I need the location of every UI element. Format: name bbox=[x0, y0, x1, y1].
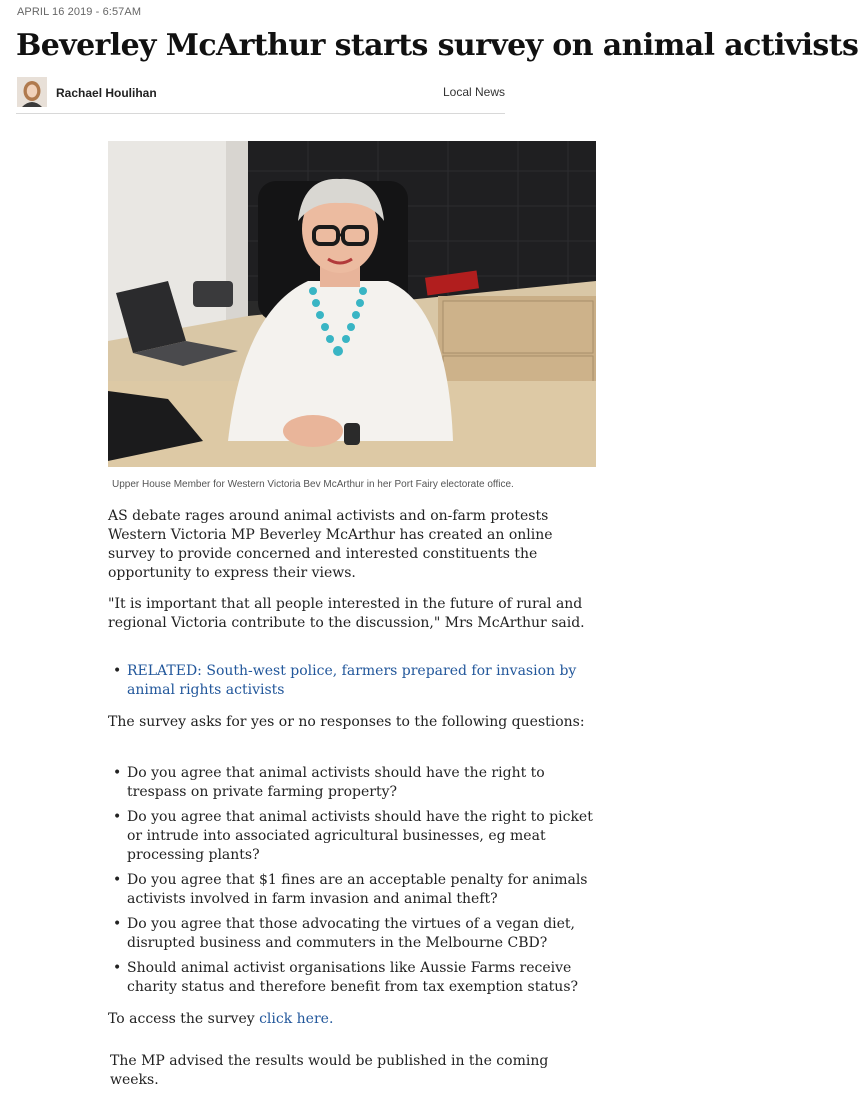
category-link[interactable]: Local News bbox=[442, 85, 505, 99]
author-avatar-image bbox=[17, 77, 47, 107]
author-avatar[interactable] bbox=[17, 77, 47, 107]
article-paragraph-4 bbox=[108, 1010, 596, 1029]
related-list bbox=[108, 662, 596, 706]
related-item bbox=[108, 662, 596, 700]
access-survey-text: To access the survey bbox=[108, 1011, 260, 1027]
article-paragraph-3: The survey asks for yes or no responses to the following questions: bbox=[108, 714, 585, 730]
survey-question: • Should animal activist organisations like Aussie Farms receive charity status and therefore benefit from tax exemption status? bbox=[108, 959, 596, 997]
photo-caption: Upper House Member for Western Victoria Bev McArthur in her Port Fairy electorate office. bbox=[112, 479, 514, 490]
article-dateline: APRIL 16 2019 - 6:57AM bbox=[17, 6, 142, 18]
article-photo bbox=[108, 141, 596, 467]
survey-questions-list bbox=[108, 764, 596, 1003]
article-paragraph-1: AS debate rages around animal activists and on-farm protests Western Victoria MP Beverley McArthur has created an online survey to provide concerned and interested constituents the opportunity to express their views. bbox=[108, 508, 553, 581]
survey-question: • Do you agree that animal activists should have the right to picket or intrude into associated agricultural businesses, eg meat processing plants? bbox=[108, 808, 596, 865]
survey-link[interactable]: click here. bbox=[259, 1011, 334, 1027]
author-name[interactable]: Rachael Houlihan bbox=[56, 86, 157, 100]
related-article-link[interactable]: RELATED: South-west police, farmers prepared for invasion by animal rights activists bbox=[127, 663, 577, 698]
article-paragraph-2: "It is important that all people interested in the future of rural and regional Victoria contribute to the discussion," Mrs McArthur said. bbox=[108, 596, 585, 631]
office-photo-illustration bbox=[108, 141, 596, 467]
survey-question: • Do you agree that $1 fines are an acceptable penalty for animals activists involved in farm invasion and animal theft? bbox=[108, 871, 596, 909]
byline bbox=[16, 76, 505, 114]
article-paragraph-5: The MP advised the results would be published in the coming weeks. bbox=[110, 1053, 549, 1088]
survey-question: • Do you agree that animal activists should have the right to trespass on private farming property? bbox=[108, 764, 596, 802]
survey-question: • Do you agree that those advocating the virtues of a vegan diet, disrupted business and commuters in the Melbourne CBD? bbox=[108, 915, 596, 953]
article-headline: Beverley McArthur starts survey on animal activists bbox=[16, 28, 858, 63]
